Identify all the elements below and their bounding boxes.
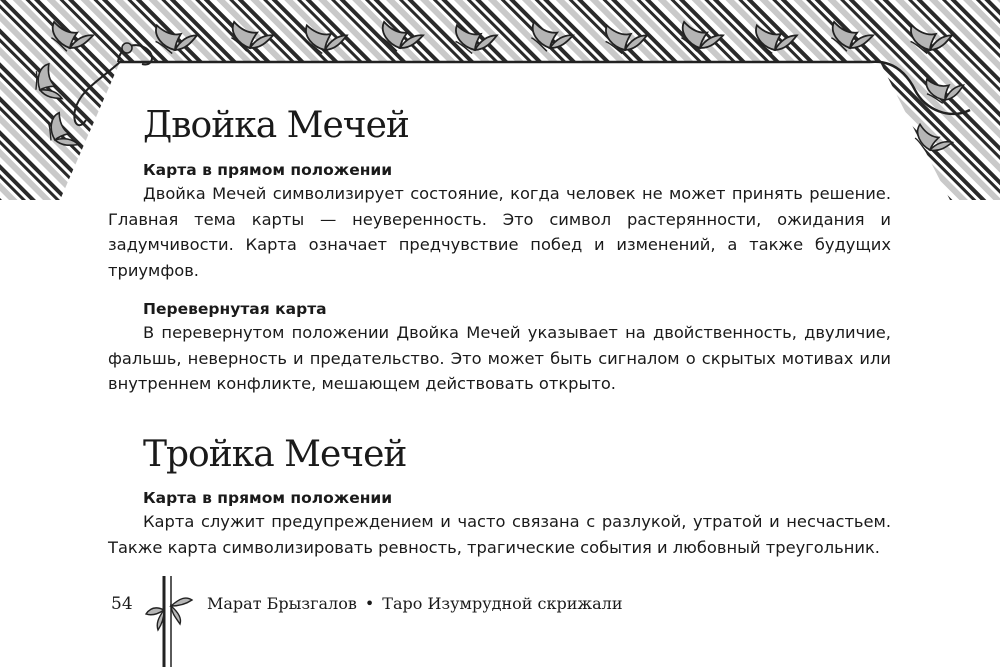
section-title: Двойка Мечей [143, 105, 409, 146]
page-number: 54 [111, 594, 133, 614]
separator-dot: • [364, 594, 375, 613]
section-title: Тройка Мечей [143, 434, 407, 475]
reversed-heading: Перевернутая карта [143, 300, 327, 318]
running-head [207, 592, 622, 616]
book-title: Таро Изумрудной скрижали [382, 594, 623, 613]
footer-ornament-icon [140, 576, 200, 667]
reversed-paragraph: В перевернутом положении Двойка Мечей указывает на двойственность, двуличие, фальшь, неверность и предательство. Это может быть сигналом о скрытых мотивах или внутреннем конфликте, мешающем действовать открыто. [108, 323, 891, 393]
upright-heading: Карта в прямом положении [143, 489, 393, 507]
upright-heading: Карта в прямом положении [143, 161, 393, 179]
upright-paragraph: Карта служит предупреждением и часто связана с разлукой, утратой и несчастьем. Также карта символизировать ревность, трагические события и любовный треугольник. [108, 512, 891, 557]
upright-paragraph: Двойка Мечей символизирует состояние, когда человек не может принять решение. Главная тема карты — неуверенность. Это символ растерянности, ожидания и задумчивости. Карта означает предчувствие побед и изменений, а также будущих триумфов. [108, 184, 891, 280]
author-name: Марат Брызгалов [207, 594, 357, 613]
